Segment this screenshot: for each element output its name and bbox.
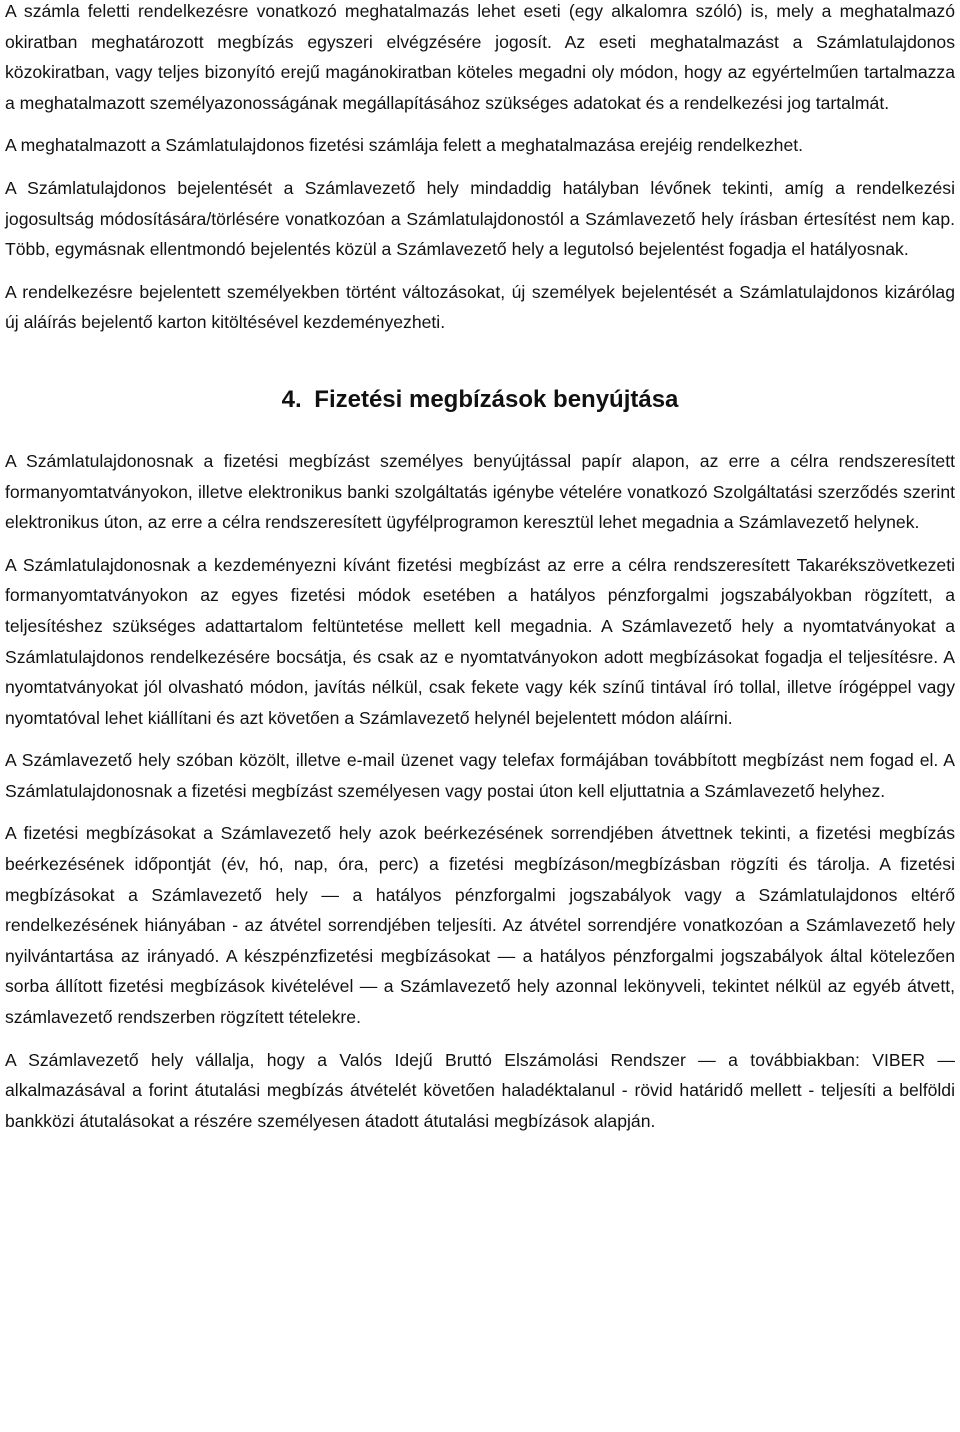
document-page xyxy=(5,0,955,1148)
paragraph-bejelentes-hatalya: A Számlatulajdonos bejelentését a Számlavezető hely mindaddig hatályban lévőnek tekinti, amíg a rendelkezési jogosultság módosítására/törlésére vonatkozóan a Számlatulajdonostól a Számlavezető hely írásban értesítést nem kap. Több, egymásnak ellentmondó bejelentés közül a Számlavezető hely a legutolsó bejelentést fogadja el hatályosnak. xyxy=(5,177,955,260)
paragraph-szobeli-megbizas: A Számlavezető hely szóban közölt, illetve e-mail üzenet vagy telefax formájában továbbított megbízást nem fogad el. A Számlatulajdonosnak a fizetési megbízást személyesen vagy postai úton kell eljuttatnia a Számlavezető helyhez. xyxy=(5,750,955,801)
section-title: Fizetési megbízások benyújtása xyxy=(314,385,679,413)
paragraph-eseti-meghatalmazas: A számla feletti rendelkezésre vonatkozó meghatalmazás lehet eseti (egy alkalomra szóló) is, mely a meghatalmazó okiratban meghatározott megbízás egyszeri elvégzésére jogosít. Az eseti meghatalmazást a Számlatulajdonos közokiratban, vagy teljes bizonyító erejű magánokiratban köteles megadni oly módon, hogy az egyértelműen tartalmazza a meghatalmazott személyazonosságának megállapításához szükséges adatokat és a rendelkezési jog tartalmát. xyxy=(5,1,955,113)
paragraph-benyujtas-modja: A Számlatulajdonosnak a fizetési megbízást személyes benyújtással papír alapon, az erre a célra rendszeresített formanyomtatványokon, illetve elektronikus banki szolgáltatás igénybe vételére vonatkozó Szolgáltatási szerződés szerint elektronikus úton, az erre a célra rendszeresített ügyfélprogramon keresztül lehet megadnia a Számlavezető helynek. xyxy=(5,450,955,533)
paragraph-meghatalmazott-rendelkezes: A meghatalmazott a Számlatulajdonos fizetési számlája felett a meghatalmazása erejéig rendelkezhet. xyxy=(5,135,804,156)
paragraph-formanyomtatvanyok: A Számlatulajdonosnak a kezdeményezni kívánt fizetési megbízást az erre a célra rendszeresített Takarékszövetkezeti formanyomtatványokon az egyes fizetési módok esetében a hatályos pénzforgalmi jogszabályokban rögzített, a teljesítéshez szükséges adattartalom feltüntetése mellett kell megadnia. A Számlavezető hely a nyomtatványokat a Számlatulajdonos rendelkezésére bocsátja, és csak az e nyomtatványokon adott megbízásokat fogadja el teljesítésre. A nyomtatványokat jól olvasható módon, javítás nélkül, csak fekete vagy kék színű tintával író tollal, illetve írógéppel vagy nyomtatóval lehet kiállítani és azt követően a Számlavezető helynél bejelentett módon aláírni. xyxy=(5,554,955,728)
paragraph-beerkezes-sorrend: A fizetési megbízásokat a Számlavezető hely azok beérkezésének sorrendjében átvettnek tekinti, a fizetési megbízás beérkezésének időpontját (év, hó, nap, óra, perc) a fizetési megbízáson/megbízásban rögzíti és tárolja. A fizetési megbízásokat a Számlavezető hely — a hatályos pénzforgalmi jogszabályok vagy a Számlatulajdonos eltérő rendelkezésének hiányában - az átvétel sorrendjében teljesíti. Az átvétel sorrendjére vonatkozóan a Számlavezető hely nyilvántartása az irányadó. A készpénzfizetési megbízásokat — a hatályos pénzforgalmi jogszabályok által kötelezően sorba állított fizetési megbízások kivételével — a Számlavezető hely azonnal lekönyveli, tekintet nélkül az egyéb átvett, számlavezető rendszerben rögzített tételekre. xyxy=(5,823,955,1028)
section-number: 4. xyxy=(281,385,302,413)
paragraph-viber: A Számlavezető hely vállalja, hogy a Valós Idejű Bruttó Elszámolási Rendszer — a továbbiakban: VIBER — alkalmazásával a forint átutalási megbízás átvételét követően haladéktalanul - rövid határidő mellett - teljesíti a belföldi bankközi átutalásokat a részére személyesen átadott átutalási megbízások alapján. xyxy=(5,1049,955,1131)
paragraph-valtozasok-bejelentese: A rendelkezésre bejelentett személyekben történt változásokat, új személyek bejelentését a Számlatulajdonos kizárólag új aláírás bejelentő karton kitöltésével kezdeményezheti. xyxy=(5,281,955,333)
section-heading xyxy=(5,384,955,416)
